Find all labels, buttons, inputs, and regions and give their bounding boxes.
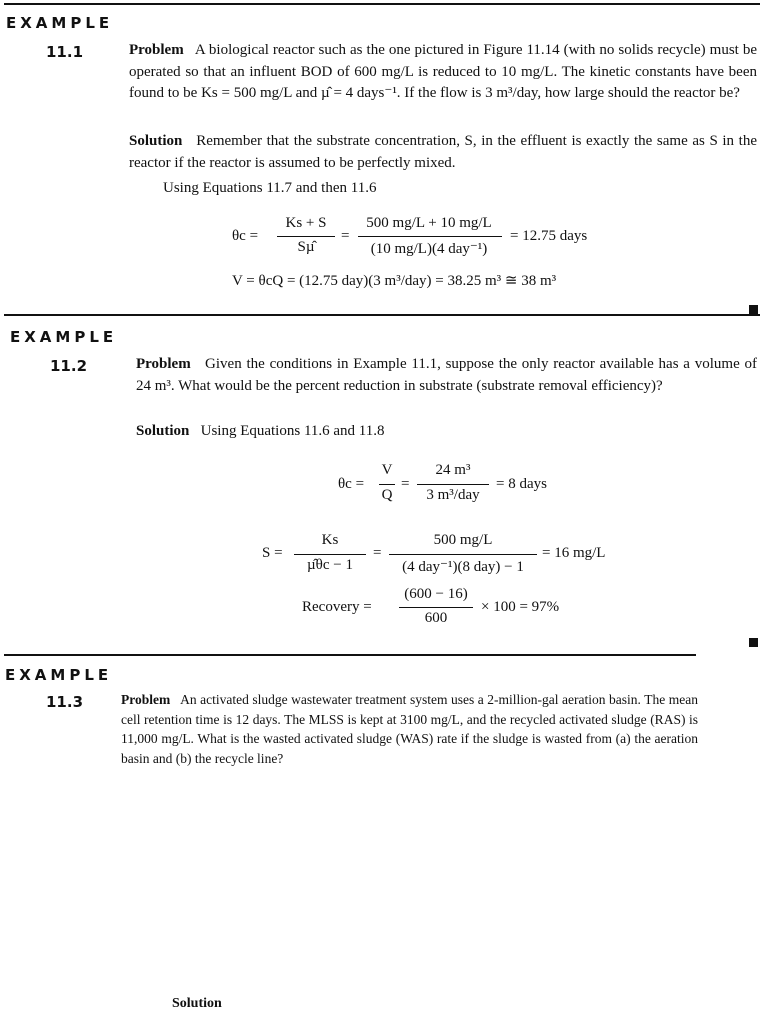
fraction-denominator: µ̂θc − 1 xyxy=(307,557,353,573)
solution-paragraph xyxy=(136,423,384,440)
fraction-numerator: V xyxy=(381,462,393,478)
example-label: EXAMPLE xyxy=(5,666,113,684)
fraction-bar xyxy=(358,236,502,237)
fraction-numerator: Ks + S xyxy=(285,215,327,231)
example-number: 11.1 xyxy=(46,43,84,61)
solution-label: Solution xyxy=(136,423,190,439)
fraction-bar xyxy=(294,554,366,555)
fraction-numerator: (600 − 16) xyxy=(404,586,468,602)
volume-equation: V = θcQ = (12.75 day)(3 m³/day) = 38.25 m³ ≅ 38 m³ xyxy=(232,273,557,289)
end-of-example-marker xyxy=(749,638,758,647)
solution-text: Remember that the substrate concentration, S, in the effluent is exactly the same as S in the reactor if the reactor is assumed to be perfectly mixed. xyxy=(129,133,757,171)
fraction-numerator: 500 mg/L xyxy=(433,532,493,548)
fraction-denominator: (10 mg/L)(4 day⁻¹) xyxy=(370,241,488,257)
fraction-denominator: Sµ̂ xyxy=(297,239,315,255)
solution-label: Solution xyxy=(129,133,183,149)
equation-result: × 100 = 97% xyxy=(481,599,560,615)
equation-lhs: θc = xyxy=(232,228,259,244)
solution-label: Solution xyxy=(172,996,222,1011)
using-equations-text: Using Equations 11.7 and then 11.6 xyxy=(163,180,377,196)
example-label: EXAMPLE xyxy=(6,14,114,32)
fraction-numerator: 24 m³ xyxy=(435,462,471,478)
problem-label: Problem xyxy=(121,692,171,707)
fraction-bar xyxy=(417,484,489,485)
fraction-denominator: Q xyxy=(381,487,393,503)
equals-sign: = xyxy=(341,228,350,244)
fraction-bar xyxy=(389,554,537,555)
example-number: 11.3 xyxy=(46,693,84,711)
example-top-rule xyxy=(4,654,696,656)
problem-text: Given the conditions in Example 11.1, suppose the only reactor available has a volume of 24 m³. What would be the percent reduction in substrate (substrate removal efficiency)? xyxy=(136,356,758,394)
fraction-bar xyxy=(399,607,473,608)
equation-lhs: Recovery = xyxy=(302,599,372,615)
problem-text: A biological reactor such as the one pictured in Figure 11.14 (with no solids recycle) must be operated so that an influent BOD of 600 mg/L is reduced to 10 mg/L. The kinetic constants have been found to be Ks = 500 mg/L and µ̂ = 4 days⁻¹. If the flow is 3 m³/day, how large should the reactor be? xyxy=(129,42,757,101)
problem-paragraph xyxy=(129,40,757,105)
equation-result: = 12.75 days xyxy=(510,228,588,244)
fraction-denominator: 600 xyxy=(424,610,448,626)
example-top-rule xyxy=(4,3,760,5)
equation-lhs: θc = xyxy=(338,476,365,492)
example-number: 11.2 xyxy=(50,357,88,375)
solution-paragraph xyxy=(129,131,757,174)
problem-label: Problem xyxy=(136,356,191,372)
equation-result: = 8 days xyxy=(496,476,547,492)
fraction-denominator: (4 day⁻¹)(8 day) − 1 xyxy=(402,559,524,575)
equation-result: = 16 mg/L xyxy=(542,545,606,561)
problem-text: An activated sludge wastewater treatment system uses a 2-million-gal aeration basin. The mean cell retention time is 12 days. The MLSS is kept at 3100 mg/L, and the recycled activated sludge (RAS) is 11,000 mg/L. What is the wasted activated sludge (WAS) rate if the sludge is wasted from (a) the aeration basin and (b) the recycle line? xyxy=(121,692,698,766)
problem-paragraph xyxy=(121,690,698,768)
problem-label: Problem xyxy=(129,42,184,58)
equals-sign: = xyxy=(373,545,382,561)
fraction-bar xyxy=(379,484,395,485)
example-top-rule xyxy=(4,314,760,316)
equation-lhs: S = xyxy=(262,545,283,561)
end-of-example-marker xyxy=(749,305,758,314)
fraction-bar xyxy=(277,236,335,237)
example-label: EXAMPLE xyxy=(10,328,118,346)
fraction-denominator: 3 m³/day xyxy=(426,487,480,503)
equals-sign: = xyxy=(401,476,410,492)
fraction-numerator: Ks xyxy=(321,532,339,548)
problem-paragraph xyxy=(136,354,757,397)
fraction-numerator: 500 mg/L + 10 mg/L xyxy=(366,215,492,231)
using-equations-text: Using Equations 11.6 and 11.8 xyxy=(200,423,385,439)
